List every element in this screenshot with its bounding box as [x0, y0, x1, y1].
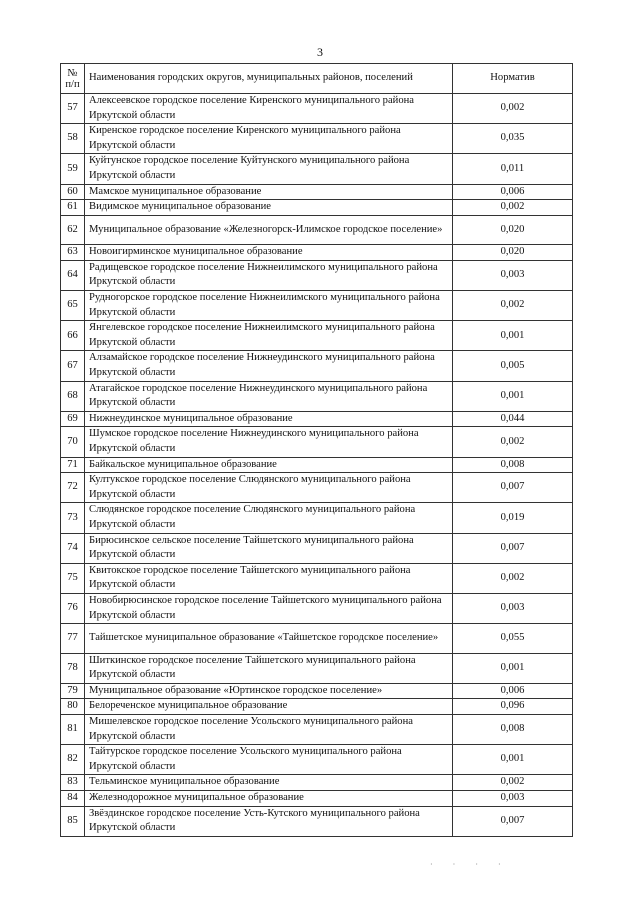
row-municipality-name: Новобирюсинское городское поселение Тайшетского муниципального района Иркутской области	[85, 593, 453, 623]
table-row	[61, 593, 573, 623]
table-row	[61, 457, 573, 473]
row-normative-value: 0,006	[453, 683, 573, 699]
row-municipality-name: Нижнеудинское муниципальное образование	[85, 411, 453, 427]
normatives-table	[60, 63, 573, 837]
row-number: 62	[61, 215, 85, 245]
row-municipality-name: Атагайское городское поселение Нижнеудинского муниципального района Иркутской области	[85, 381, 453, 411]
row-municipality-name: Култукское городское поселение Слюдянского муниципального района Иркутской области	[85, 473, 453, 503]
row-normative-value: 0,044	[453, 411, 573, 427]
table-row	[61, 790, 573, 806]
row-number: 67	[61, 351, 85, 381]
table-row	[61, 381, 573, 411]
row-municipality-name: Звёздинское городское поселение Усть-Кутского муниципального района Иркутской области	[85, 806, 453, 836]
table-row	[61, 245, 573, 261]
table-row	[61, 411, 573, 427]
row-normative-value: 0,005	[453, 351, 573, 381]
row-normative-value: 0,020	[453, 245, 573, 261]
table-row	[61, 683, 573, 699]
row-municipality-name: Квитокское городское поселение Тайшетского муниципального района Иркутской области	[85, 563, 453, 593]
row-municipality-name: Мишелевское городское поселение Усольского муниципального района Иркутской области	[85, 714, 453, 744]
row-normative-value: 0,019	[453, 503, 573, 533]
header-number: № п/п	[61, 64, 85, 94]
row-municipality-name: Киренское городское поселение Киренского муниципального района Иркутской области	[85, 124, 453, 154]
row-normative-value: 0,020	[453, 215, 573, 245]
table-row	[61, 473, 573, 503]
row-number: 82	[61, 745, 85, 775]
row-normative-value: 0,002	[453, 563, 573, 593]
row-normative-value: 0,006	[453, 184, 573, 200]
row-number: 75	[61, 563, 85, 593]
table-row	[61, 624, 573, 654]
table-row	[61, 321, 573, 351]
row-number: 65	[61, 291, 85, 321]
row-municipality-name: Янгелевское городское поселение Нижнеилимского муниципального района Иркутской области	[85, 321, 453, 351]
row-normative-value: 0,003	[453, 260, 573, 290]
row-normative-value: 0,007	[453, 473, 573, 503]
table-row	[61, 154, 573, 184]
row-municipality-name: Тельминское муниципальное образование	[85, 775, 453, 791]
row-normative-value: 0,002	[453, 427, 573, 457]
row-number: 77	[61, 624, 85, 654]
table-row	[61, 260, 573, 290]
row-number: 57	[61, 94, 85, 124]
table-row	[61, 351, 573, 381]
row-municipality-name: Шумское городское поселение Нижнеудинского муниципального района Иркутской области	[85, 427, 453, 457]
row-normative-value: 0,002	[453, 200, 573, 216]
row-normative-value: 0,001	[453, 653, 573, 683]
row-normative-value: 0,001	[453, 321, 573, 351]
row-number: 71	[61, 457, 85, 473]
row-municipality-name: Алексеевское городское поселение Киренского муниципального района Иркутской области	[85, 94, 453, 124]
table-row	[61, 184, 573, 200]
row-municipality-name: Бирюсинское сельское поселение Тайшетского муниципального района Иркутской области	[85, 533, 453, 563]
table-row	[61, 503, 573, 533]
row-number: 58	[61, 124, 85, 154]
row-normative-value: 0,007	[453, 806, 573, 836]
table-row	[61, 427, 573, 457]
row-municipality-name: Тайтурское городское поселение Усольского муниципального района Иркутской области	[85, 745, 453, 775]
row-normative-value: 0,007	[453, 533, 573, 563]
row-number: 61	[61, 200, 85, 216]
table-row	[61, 533, 573, 563]
row-number: 81	[61, 714, 85, 744]
row-municipality-name: Шиткинское городское поселение Тайшетского муниципального района Иркутской области	[85, 653, 453, 683]
row-normative-value: 0,001	[453, 745, 573, 775]
row-number: 76	[61, 593, 85, 623]
table-header-row	[61, 64, 573, 94]
row-municipality-name: Радищевское городское поселение Нижнеилимского муниципального района Иркутской области	[85, 260, 453, 290]
table-row	[61, 714, 573, 744]
row-normative-value: 0,001	[453, 381, 573, 411]
row-number: 79	[61, 683, 85, 699]
row-normative-value: 0,002	[453, 291, 573, 321]
row-municipality-name: Тайшетское муниципальное образование «Тайшетское городское поселение»	[85, 624, 453, 654]
row-number: 69	[61, 411, 85, 427]
row-number: 78	[61, 653, 85, 683]
row-municipality-name: Железнодорожное муниципальное образование	[85, 790, 453, 806]
row-municipality-name: Белореченское муниципальное образование	[85, 699, 453, 715]
row-normative-value: 0,003	[453, 790, 573, 806]
table-row	[61, 806, 573, 836]
row-number: 73	[61, 503, 85, 533]
row-number: 85	[61, 806, 85, 836]
header-name: Наименования городских округов, муниципальных районов, поселений	[85, 64, 453, 94]
row-number: 64	[61, 260, 85, 290]
row-normative-value: 0,002	[453, 775, 573, 791]
table-body	[61, 94, 573, 837]
row-number: 83	[61, 775, 85, 791]
row-municipality-name: Алзамайское городское поселение Нижнеудинского муниципального района Иркутской области	[85, 351, 453, 381]
row-number: 80	[61, 699, 85, 715]
scan-artifact-dots: · · · ·	[430, 860, 510, 869]
row-municipality-name: Муниципальное образование «Юртинское городское поселение»	[85, 683, 453, 699]
row-normative-value: 0,096	[453, 699, 573, 715]
row-municipality-name: Видимское муниципальное образование	[85, 200, 453, 216]
row-number: 70	[61, 427, 85, 457]
table-row	[61, 94, 573, 124]
table-row	[61, 699, 573, 715]
row-municipality-name: Байкальское муниципальное образование	[85, 457, 453, 473]
table-row	[61, 653, 573, 683]
row-number: 59	[61, 154, 85, 184]
table-row	[61, 215, 573, 245]
row-normative-value: 0,055	[453, 624, 573, 654]
row-number: 63	[61, 245, 85, 261]
row-number: 60	[61, 184, 85, 200]
header-normative: Норматив	[453, 64, 573, 94]
row-municipality-name: Мамское муниципальное образование	[85, 184, 453, 200]
row-normative-value: 0,008	[453, 457, 573, 473]
row-number: 68	[61, 381, 85, 411]
row-number: 74	[61, 533, 85, 563]
table-row	[61, 745, 573, 775]
table-row	[61, 124, 573, 154]
table-row	[61, 291, 573, 321]
row-municipality-name: Муниципальное образование «Железногорск-Илимское городское поселение»	[85, 215, 453, 245]
page-number: 3	[317, 45, 323, 59]
row-normative-value: 0,011	[453, 154, 573, 184]
table-row	[61, 200, 573, 216]
row-municipality-name: Куйтунское городское поселение Куйтунского муниципального района Иркутской области	[85, 154, 453, 184]
row-number: 66	[61, 321, 85, 351]
row-municipality-name: Новоигирминское муниципальное образование	[85, 245, 453, 261]
row-normative-value: 0,035	[453, 124, 573, 154]
row-normative-value: 0,003	[453, 593, 573, 623]
row-number: 72	[61, 473, 85, 503]
row-number: 84	[61, 790, 85, 806]
row-normative-value: 0,002	[453, 94, 573, 124]
row-municipality-name: Слюдянское городское поселение Слюдянского муниципального района Иркутской области	[85, 503, 453, 533]
row-normative-value: 0,008	[453, 714, 573, 744]
table-row	[61, 775, 573, 791]
table-row	[61, 563, 573, 593]
row-municipality-name: Рудногорское городское поселение Нижнеилимского муниципального района Иркутской области	[85, 291, 453, 321]
